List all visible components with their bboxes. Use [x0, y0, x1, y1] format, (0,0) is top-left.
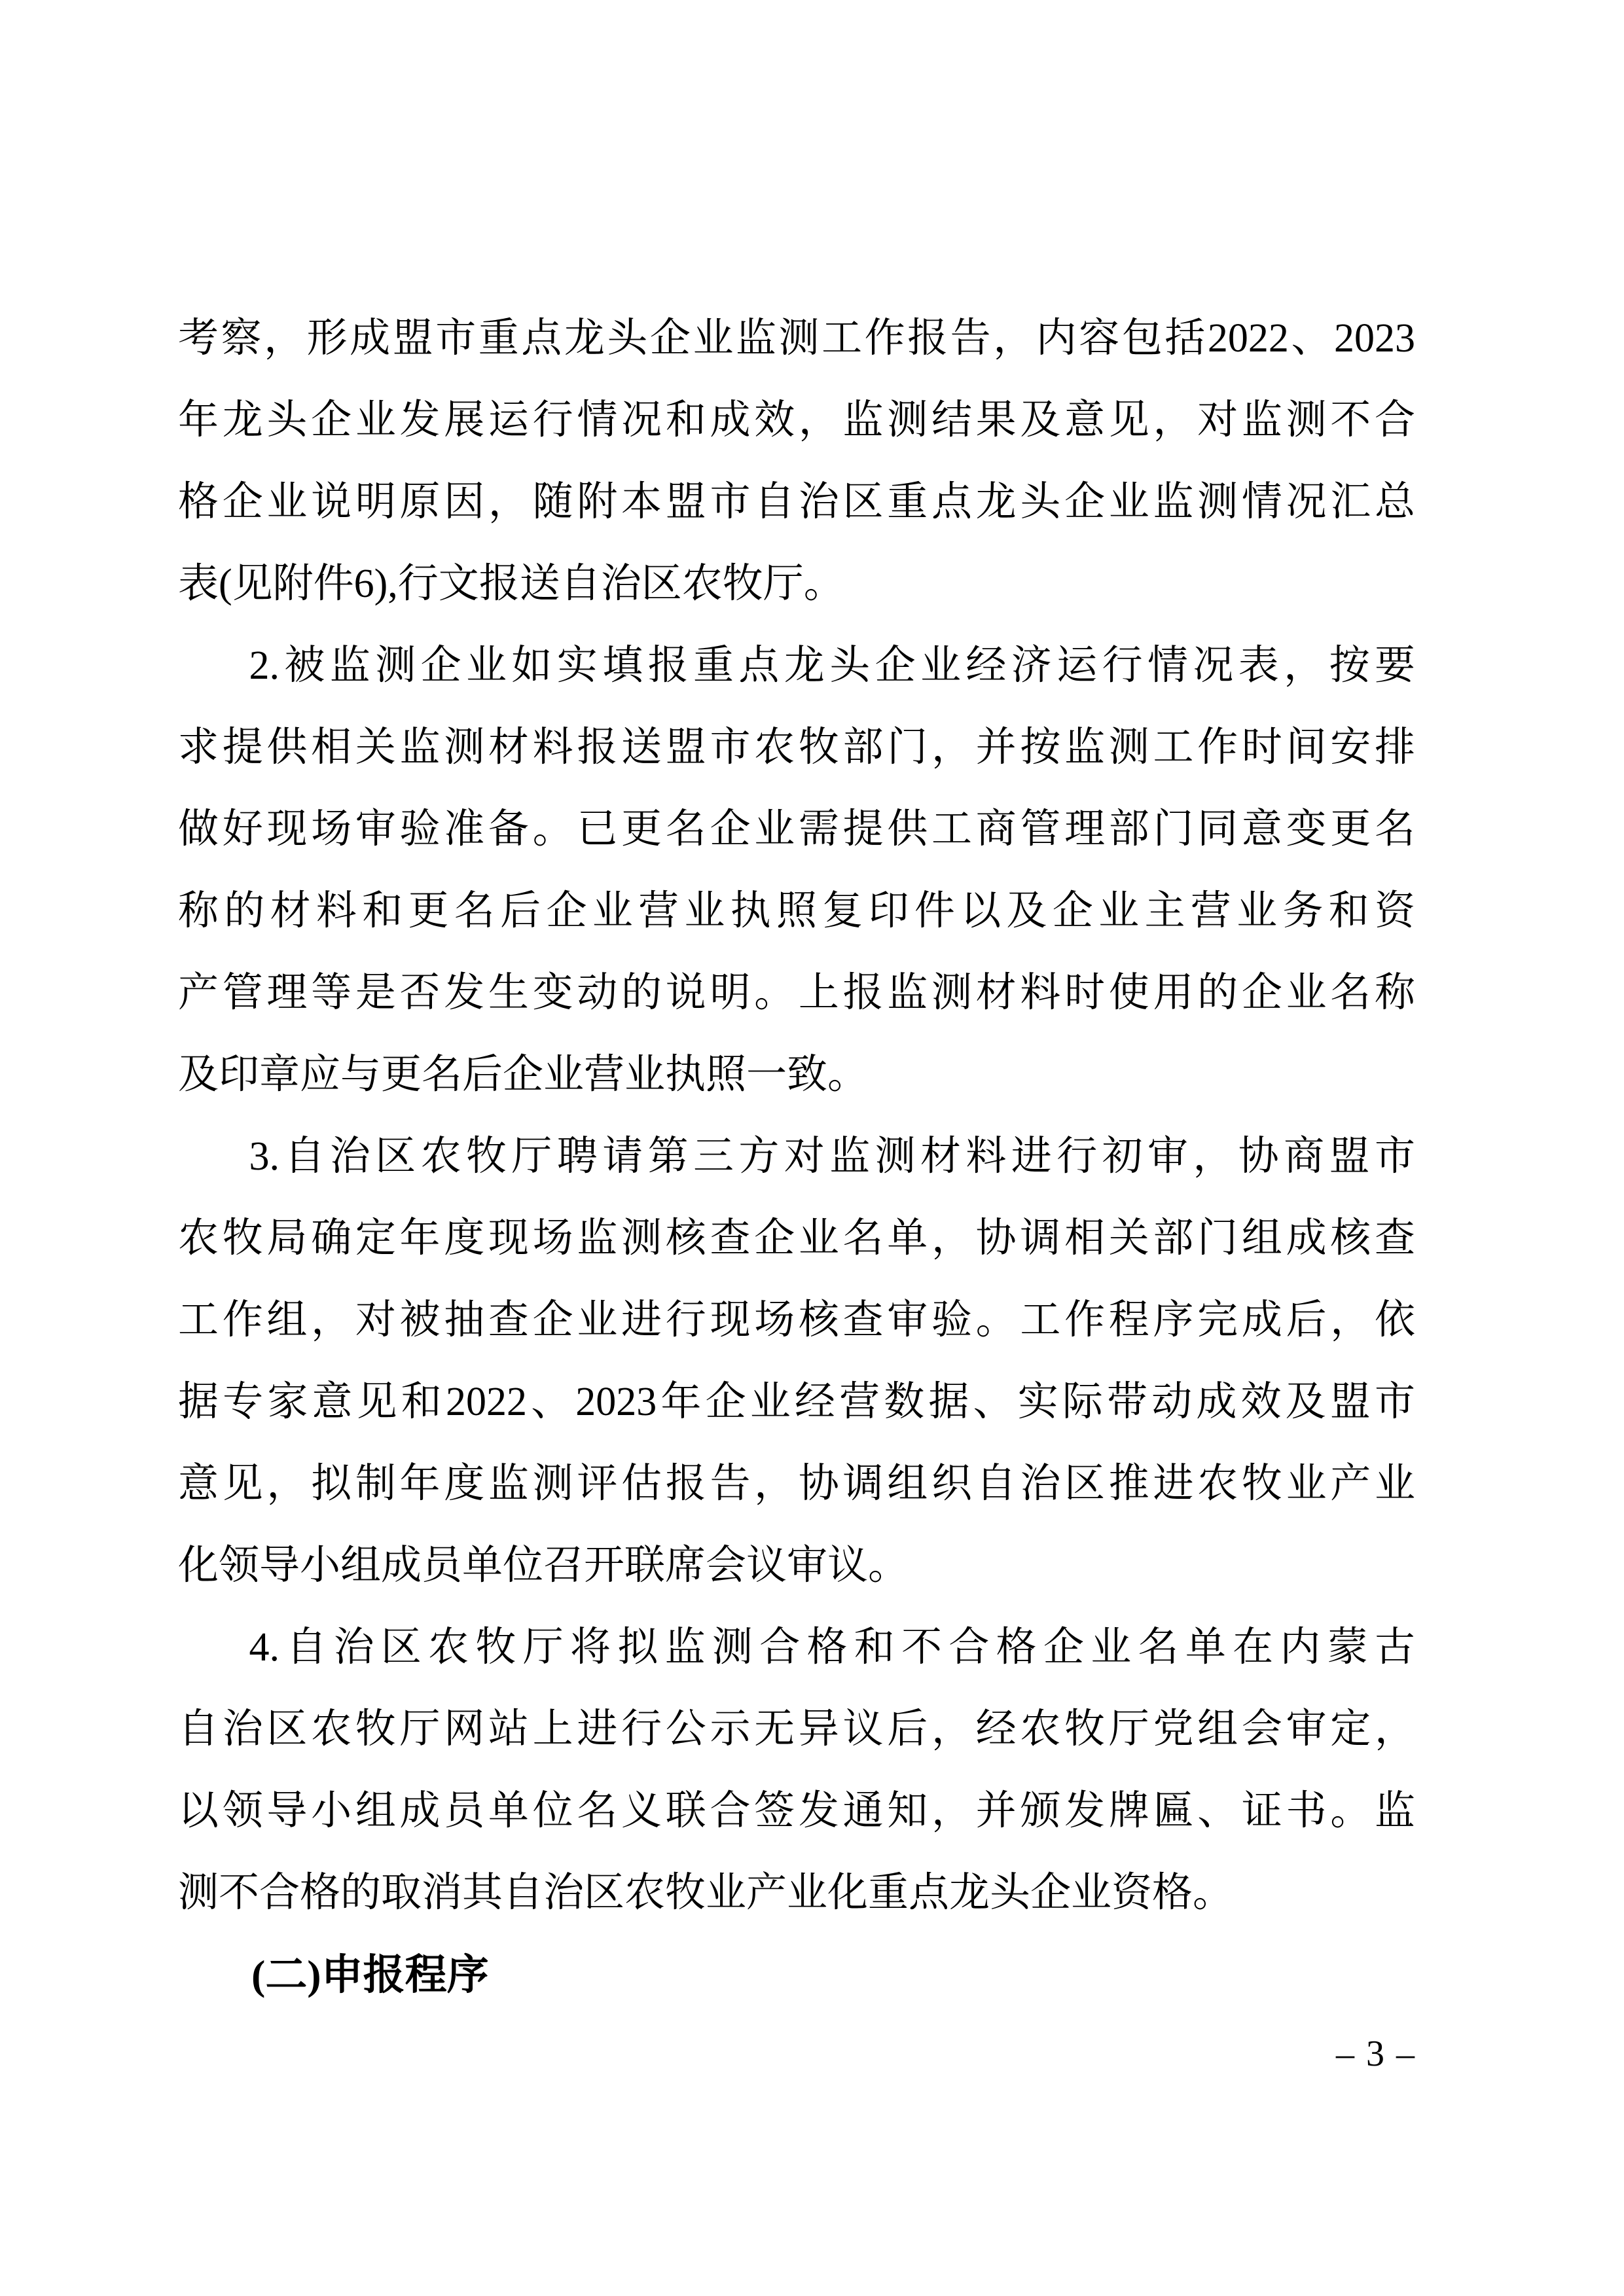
text-line: 测不合格的取消其自治区农牧业产业化重点龙头企业资格。 [178, 1871, 1234, 1915]
text-line: 及印章应与更名后企业营业执照一致。 [178, 1052, 869, 1097]
paragraph-p1-continuation [178, 298, 1415, 625]
text-line: 据专家意见和2022、2023年企业经营数据、实际带动成效及盟市 [178, 1380, 1415, 1424]
text-line: 工作组，对被抽查企业进行现场核查审验。工作程序完成后，依 [178, 1298, 1415, 1342]
text-line: 自治区农牧厅网站上进行公示无异议后，经农牧厅党组会审定， [178, 1707, 1415, 1751]
paragraph-p4-publicity-approval [178, 1607, 1415, 1934]
text-line: (二)申报程序 [251, 1952, 489, 1998]
text-line: 农牧局确定年度现场监测核查企业名单，协调相关部门组成核查 [178, 1216, 1415, 1261]
text-line: 2.被监测企业如实填报重点龙头企业经济运行情况表，按要 [249, 643, 1415, 688]
text-line: 4.自治区农牧厅将拟监测合格和不合格企业名单在内蒙古 [249, 1625, 1415, 1670]
text-line: 格企业说明原因，随附本盟市自治区重点龙头企业监测情况汇总 [178, 480, 1415, 524]
text-line: 做好现场审验准备。已更名企业需提供工商管理部门同意变更名 [178, 807, 1415, 852]
text-line: 3.自治区农牧厅聘请第三方对监测材料进行初审，协商盟市 [249, 1134, 1415, 1179]
document-body [178, 298, 1415, 2016]
text-line: 表(见附件6),行文报送自治区农牧厅。 [178, 562, 844, 606]
paragraph-heading-declaration-procedure [178, 1934, 1415, 2016]
text-line: 以领导小组成员单位名义联合签发通知，并颁发牌匾、证书。监 [178, 1789, 1415, 1833]
text-line: 年龙头企业发展运行情况和成效，监测结果及意见，对监测不合 [178, 398, 1415, 442]
paragraph-p2-monitored-enterprises [178, 625, 1415, 1116]
paragraph-p3-third-party-review [178, 1116, 1415, 1607]
text-line: 求提供相关监测材料报送盟市农牧部门，并按监测工作时间安排 [178, 725, 1415, 770]
page-number: – 3 – [1336, 2034, 1416, 2074]
text-line: 考察，形成盟市重点龙头企业监测工作报告，内容包括2022、2023 [178, 316, 1415, 361]
text-line: 称的材料和更名后企业营业执照复印件以及企业主营业务和资 [178, 889, 1415, 933]
text-line: 意见，拟制年度监测评估报告，协调组织自治区推进农牧业产业 [178, 1462, 1415, 1506]
text-line: 化领导小组成员单位召开联席会议审议。 [178, 1543, 909, 1588]
text-line: 产管理等是否发生变动的说明。上报监测材料时使用的企业名称 [178, 971, 1415, 1015]
